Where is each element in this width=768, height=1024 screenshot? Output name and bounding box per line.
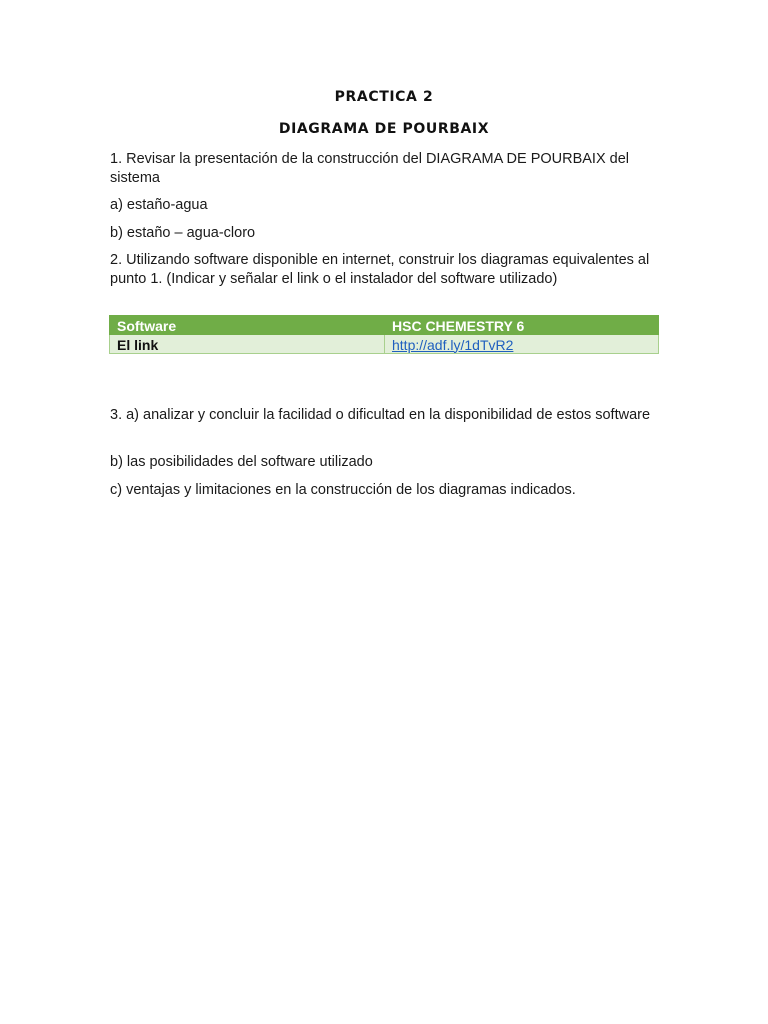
paragraph-item-2: 2. Utilizando software disponible en internet, construir los diagramas equivalentes al punto 1. (Indicar y señalar el link o el instalador del software utilizado) <box>110 252 650 287</box>
paragraph-item-3c: c) ventajas y limitaciones en la construcción de los diagramas indicados. <box>110 482 576 498</box>
software-link[interactable]: http://adf.ly/1dTvR2 <box>392 336 514 353</box>
software-table <box>109 315 659 354</box>
table-header-software-name: HSC CHEMESTRY 6 <box>385 316 659 335</box>
table-cell-link <box>385 335 659 354</box>
paragraph-item-1b: b) estaño – agua-cloro <box>110 225 256 241</box>
document-title: PRACTICA 2 <box>334 89 434 105</box>
paragraph-item-3b: b) las posibilidades del software utilizado <box>110 454 373 470</box>
table-header-row <box>110 316 659 335</box>
paragraph-item-3a: 3. a) analizar y concluir la facilidad o dificultad en la disponibilidad de estos software <box>110 407 651 423</box>
document-subtitle: DIAGRAMA DE POURBAIX <box>278 121 490 137</box>
table-cell-link-label: El link <box>110 335 385 354</box>
paragraph-item-1a: a) estaño-agua <box>110 197 208 213</box>
table-row <box>110 335 659 354</box>
paragraph-item-1: 1. Revisar la presentación de la construcción del DIAGRAMA DE POURBAIX del sistema <box>110 151 630 186</box>
table-header-software: Software <box>110 316 385 335</box>
